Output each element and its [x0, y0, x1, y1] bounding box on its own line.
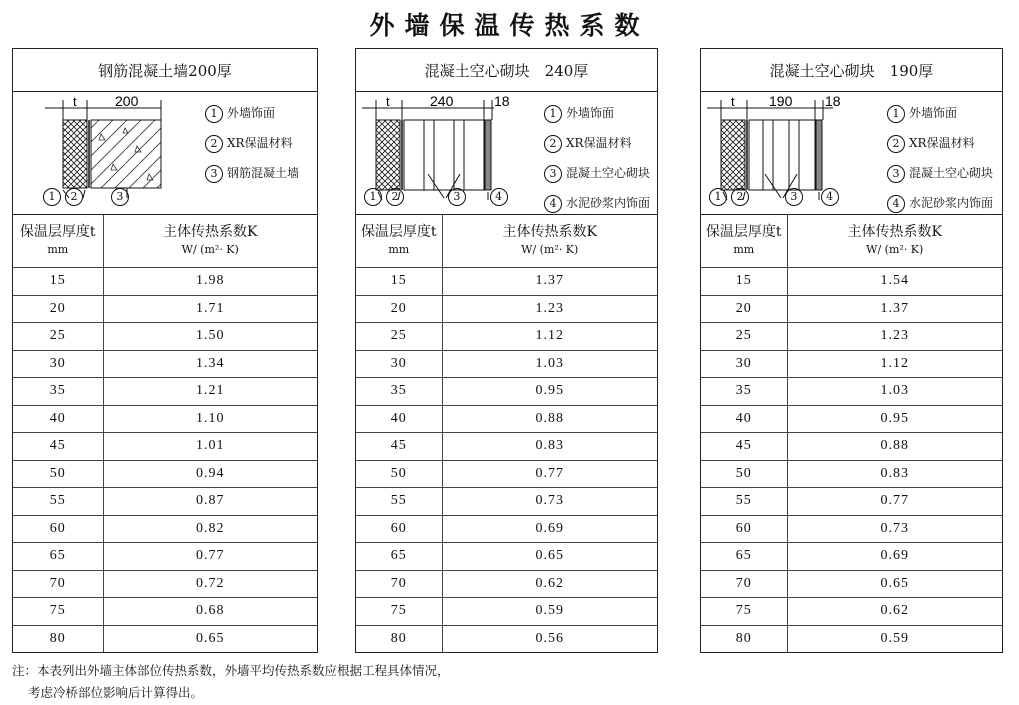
- table-row: [13, 405, 317, 433]
- k-value-cell: 0.88: [442, 405, 657, 433]
- thickness-cell: 25: [356, 323, 442, 351]
- panel-hollow-block-240: [355, 48, 658, 653]
- thickness-cell: 45: [13, 433, 103, 461]
- thickness-cell: 80: [701, 625, 787, 652]
- k-value-cell: 1.12: [442, 323, 657, 351]
- table-row: [701, 268, 1002, 296]
- table-row: [13, 488, 317, 516]
- k-value-cell: 1.01: [103, 433, 317, 461]
- thickness-cell: 55: [13, 488, 103, 516]
- table-row: [13, 570, 317, 598]
- thickness-cell: 50: [701, 460, 787, 488]
- table-row: [356, 295, 657, 323]
- k-value-cell: 0.83: [442, 433, 657, 461]
- table-row: [356, 323, 657, 351]
- table-row: [356, 433, 657, 461]
- marker-2: 2: [65, 188, 83, 206]
- k-value-cell: 0.73: [787, 515, 1002, 543]
- k-value-cell: 1.98: [103, 268, 317, 296]
- dim-inner: 18: [494, 93, 510, 109]
- k-value-cell: 0.56: [442, 625, 657, 652]
- wall-section-diagram: [13, 92, 317, 215]
- table-row: [13, 543, 317, 571]
- thickness-cell: 50: [356, 460, 442, 488]
- k-value-cell: 1.23: [787, 323, 1002, 351]
- thickness-cell: 55: [356, 488, 442, 516]
- marker-1: 1: [43, 188, 61, 206]
- k-value-cell: 0.82: [103, 515, 317, 543]
- table-row: [701, 625, 1002, 652]
- k-value-cell: 0.65: [787, 570, 1002, 598]
- dim-width: 190: [769, 93, 793, 109]
- thickness-cell: 35: [701, 378, 787, 406]
- k-value-cell: 0.77: [787, 488, 1002, 516]
- table-row: [13, 598, 317, 626]
- thickness-cell: 20: [356, 295, 442, 323]
- table-row: [13, 433, 317, 461]
- thickness-cell: 65: [701, 543, 787, 571]
- thickness-cell: 30: [356, 350, 442, 378]
- k-value-table: [701, 215, 1002, 652]
- k-value-cell: 1.03: [442, 350, 657, 378]
- thickness-cell: 60: [356, 515, 442, 543]
- thickness-cell: 20: [701, 295, 787, 323]
- table-row: [701, 570, 1002, 598]
- table-row: [13, 268, 317, 296]
- thickness-cell: 40: [701, 405, 787, 433]
- table-row: [701, 405, 1002, 433]
- k-value-table: [13, 215, 317, 652]
- table-row: [356, 460, 657, 488]
- k-value-cell: 0.83: [787, 460, 1002, 488]
- thickness-cell: 15: [13, 268, 103, 296]
- thickness-cell: 75: [701, 598, 787, 626]
- thickness-cell: 20: [13, 295, 103, 323]
- wall-section-diagram: t 190 18 1 2 3 4 1 外墙饰面 2 XR保温材料 3 混凝土空心砌块 4 水泥砂浆内饰面: [701, 92, 1002, 215]
- header-thickness: 保温层厚度t mm: [13, 215, 103, 268]
- table-row: [356, 515, 657, 543]
- k-value-cell: 0.73: [442, 488, 657, 516]
- table-row: [356, 625, 657, 652]
- wall-section-diagram: t 240 18 1 2 3 4 1 外墙饰面 2 XR保温材料 3 混凝土空心砌块 4 水泥砂浆内饰面: [356, 92, 657, 215]
- legend: 1 外墙饰面 2 XR保温材料 3 钢筋混凝土墙: [205, 98, 299, 188]
- header-k: 主体传热系数K W/ (m²· K): [103, 215, 317, 268]
- thickness-cell: 45: [701, 433, 787, 461]
- thickness-cell: 45: [356, 433, 442, 461]
- table-row: [701, 515, 1002, 543]
- k-value-cell: 0.77: [442, 460, 657, 488]
- table-row: [356, 543, 657, 571]
- dim-width: 200: [115, 93, 139, 109]
- thickness-cell: 75: [356, 598, 442, 626]
- table-row: [356, 268, 657, 296]
- table-row: [701, 350, 1002, 378]
- table-row: [701, 543, 1002, 571]
- dim-t: t: [386, 94, 390, 109]
- k-value-cell: 1.37: [442, 268, 657, 296]
- thickness-cell: 50: [13, 460, 103, 488]
- header-thickness: 保温层厚度t mm: [701, 215, 787, 268]
- table-row: [356, 488, 657, 516]
- table-row: [356, 350, 657, 378]
- legend: 1 外墙饰面 2 XR保温材料 3 混凝土空心砌块 4 水泥砂浆内饰面: [887, 98, 993, 218]
- marker-3: 3: [111, 188, 129, 206]
- table-row: [701, 323, 1002, 351]
- thickness-cell: 40: [356, 405, 442, 433]
- table-row: [701, 295, 1002, 323]
- k-value-cell: 0.65: [442, 543, 657, 571]
- k-value-cell: 1.34: [103, 350, 317, 378]
- footnote-line-1: 注：本表列出外墙主体部位传热系数，外墙平均传热系数应根据工程具体情况，: [12, 663, 450, 678]
- dim-t: t: [731, 94, 735, 109]
- table-row: [701, 488, 1002, 516]
- k-value-cell: 1.71: [103, 295, 317, 323]
- table-row: [356, 598, 657, 626]
- panel-hollow-block-190: [700, 48, 1003, 653]
- k-value-cell: 0.62: [442, 570, 657, 598]
- header-k: 主体传热系数K W/ (m²· K): [442, 215, 657, 268]
- k-value-cell: 0.95: [442, 378, 657, 406]
- table-row: [13, 295, 317, 323]
- k-value-cell: 0.87: [103, 488, 317, 516]
- thickness-cell: 15: [701, 268, 787, 296]
- table-row: [13, 323, 317, 351]
- table-row: [13, 515, 317, 543]
- thickness-cell: 70: [13, 570, 103, 598]
- k-value-cell: 1.12: [787, 350, 1002, 378]
- table-row: [13, 350, 317, 378]
- k-value-cell: 0.77: [103, 543, 317, 571]
- dim-width: 240: [430, 93, 454, 109]
- page-title: 外墙保温传热系数: [369, 11, 650, 40]
- header-k: 主体传热系数K W/ (m²· K): [787, 215, 1002, 268]
- k-value-cell: 0.65: [103, 625, 317, 652]
- table-row: [356, 378, 657, 406]
- k-value-cell: 1.54: [787, 268, 1002, 296]
- thickness-cell: 35: [13, 378, 103, 406]
- k-value-cell: 0.69: [442, 515, 657, 543]
- table-row: [701, 433, 1002, 461]
- table-row: [701, 598, 1002, 626]
- table-row: [13, 625, 317, 652]
- thickness-cell: 25: [13, 323, 103, 351]
- thickness-cell: 30: [701, 350, 787, 378]
- thickness-cell: 60: [701, 515, 787, 543]
- thickness-cell: 30: [13, 350, 103, 378]
- thickness-cell: 80: [13, 625, 103, 652]
- k-value-cell: 1.03: [787, 378, 1002, 406]
- thickness-cell: 55: [701, 488, 787, 516]
- k-value-cell: 1.50: [103, 323, 317, 351]
- dim-inner: 18: [825, 93, 841, 109]
- thickness-cell: 65: [13, 543, 103, 571]
- k-value-cell: 0.59: [442, 598, 657, 626]
- thickness-cell: 35: [356, 378, 442, 406]
- thickness-cell: 75: [13, 598, 103, 626]
- table-row: [13, 460, 317, 488]
- thickness-cell: 40: [13, 405, 103, 433]
- thickness-cell: 60: [13, 515, 103, 543]
- panel-concrete-wall: [12, 48, 318, 653]
- panel-title: 钢筋混凝土墙200厚: [13, 49, 317, 92]
- footnote-line-2: 考虑冷桥部位影响后计算得出。: [28, 685, 204, 700]
- k-value-table: [356, 215, 657, 652]
- panel-title: 混凝土空心砌块 240厚: [356, 49, 657, 92]
- panel-title: 混凝土空心砌块 190厚: [701, 49, 1002, 92]
- k-value-cell: 0.95: [787, 405, 1002, 433]
- footnote: [12, 660, 450, 704]
- k-value-cell: 1.21: [103, 378, 317, 406]
- table-row: [356, 570, 657, 598]
- k-value-cell: 0.72: [103, 570, 317, 598]
- thickness-cell: 80: [356, 625, 442, 652]
- k-value-cell: 0.69: [787, 543, 1002, 571]
- dim-t: t: [73, 94, 77, 109]
- table-row: [13, 378, 317, 406]
- table-row: [701, 378, 1002, 406]
- thickness-cell: 15: [356, 268, 442, 296]
- thickness-cell: 70: [701, 570, 787, 598]
- thickness-cell: 70: [356, 570, 442, 598]
- k-value-cell: 0.68: [103, 598, 317, 626]
- header-thickness: 保温层厚度t mm: [356, 215, 442, 268]
- legend: 1 外墙饰面 2 XR保温材料 3 混凝土空心砌块 4 水泥砂浆内饰面: [544, 98, 650, 218]
- k-value-cell: 0.94: [103, 460, 317, 488]
- k-value-cell: 0.62: [787, 598, 1002, 626]
- table-row: [701, 460, 1002, 488]
- k-value-cell: 0.88: [787, 433, 1002, 461]
- thickness-cell: 25: [701, 323, 787, 351]
- thickness-cell: 65: [356, 543, 442, 571]
- k-value-cell: 1.37: [787, 295, 1002, 323]
- k-value-cell: 0.59: [787, 625, 1002, 652]
- table-row: [356, 405, 657, 433]
- k-value-cell: 1.23: [442, 295, 657, 323]
- k-value-cell: 1.10: [103, 405, 317, 433]
